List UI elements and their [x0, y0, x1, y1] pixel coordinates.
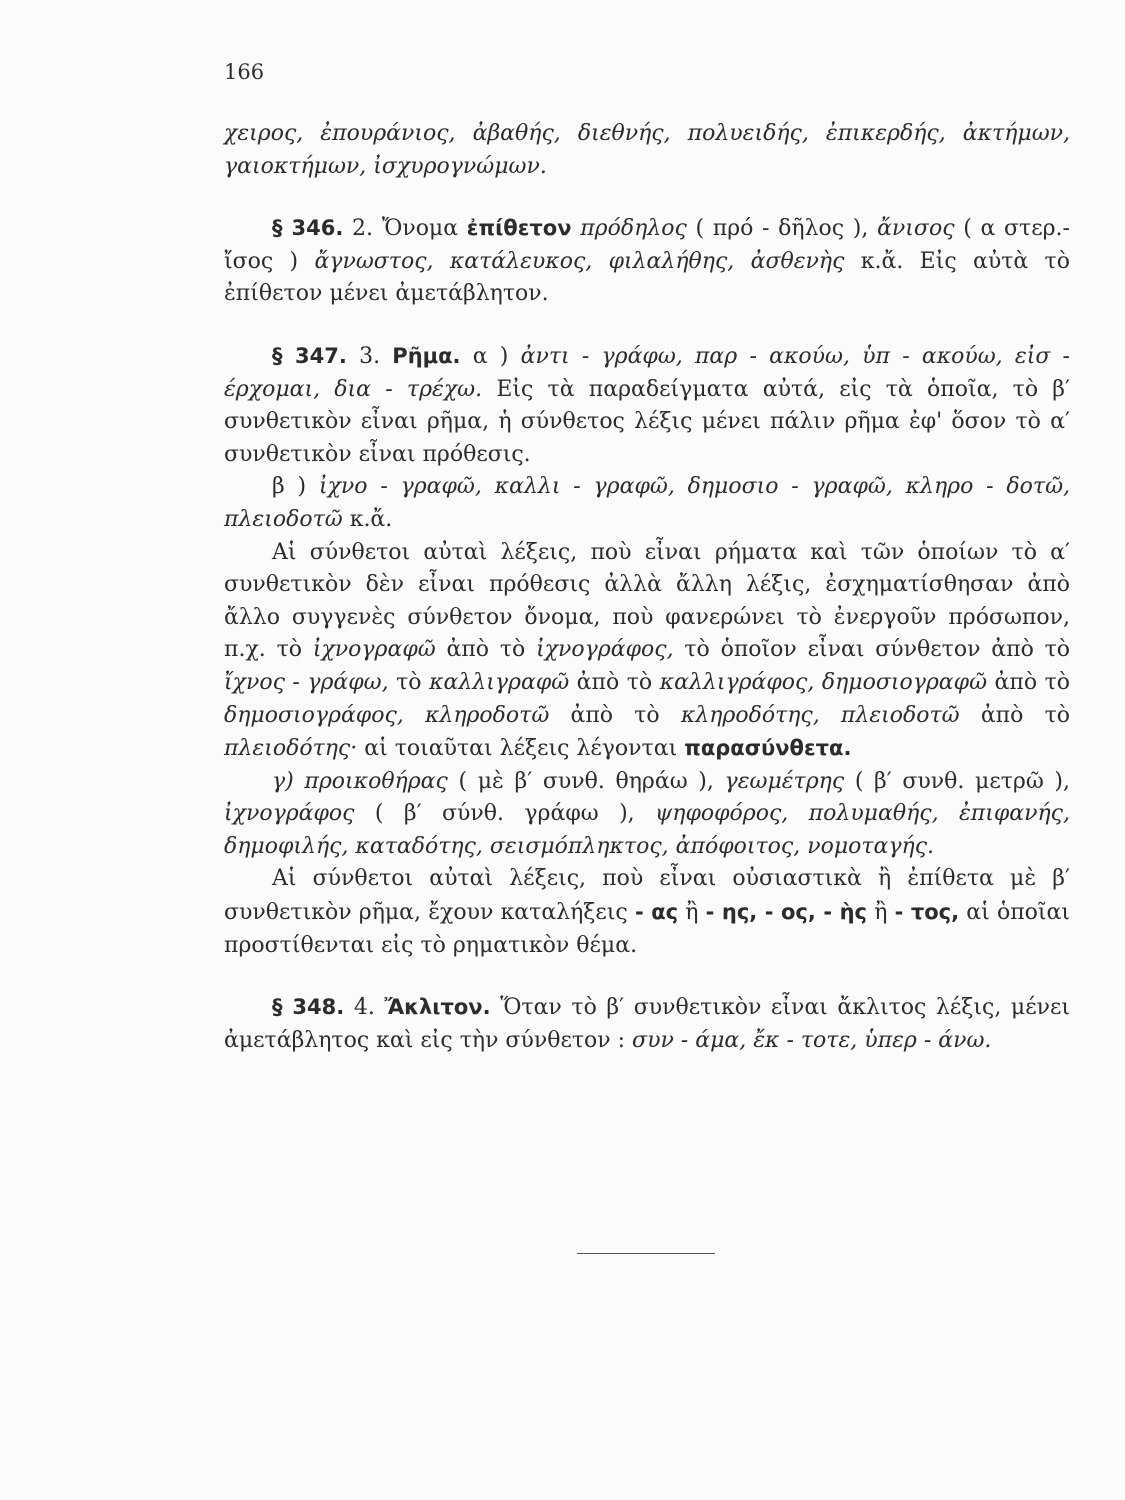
- example-word: πλειοδότης·: [224, 736, 358, 762]
- italic-text: χειρος, ἐπουράνιος, ἀβαθής, διεθνής, πολυειδής, ἐπικερδής, ἀκτήμων, γαιοκτήμων, ἰσχυρογνώμων.: [224, 121, 1070, 179]
- item-number: 4.: [353, 995, 375, 1021]
- example-words: ψηφοφόρος, πολυμαθής, ἐπιφανής, δημοφιλής, καταδότης, σεισμόπληκτος, ἀπόφοιτος, νομοταγής.: [224, 801, 1070, 859]
- body-text: ἀπὸ τὸ: [446, 637, 526, 663]
- example-words: ἀντι - γράφω, παρ - ακούω, ὑπ - ακούω, εἰσ - έρχομαι, δια - τρέχω.: [224, 343, 1070, 402]
- abbreviation: κ.ἄ.: [349, 506, 393, 532]
- paragraph-endings: [224, 863, 1070, 962]
- section-number: § 347.: [272, 343, 347, 368]
- page-number: 166: [224, 60, 265, 84]
- body-text: ἀπὸ τὸ: [994, 669, 1071, 695]
- body-text: κ.ἄ. Εἰς αὐτὰ τὸ ἐπίθετον μένει ἀμετάβλητον.: [224, 248, 1070, 307]
- item-number: 2.: [352, 216, 374, 242]
- section-348: [224, 991, 1070, 1057]
- body-text: τὸ: [396, 669, 422, 695]
- example-words: ἄγνωστος, κατάλευκος, φιλαλήθης, ἀσθενὴς: [314, 248, 845, 274]
- section-heading: Ρῆμα.: [392, 343, 461, 368]
- section-heading: Ἄκλιτον.: [384, 995, 491, 1020]
- end-rule: [577, 1253, 715, 1254]
- example-word: ἰχνογραφῶ: [312, 637, 436, 663]
- example-word: κληροδότης, πλειοδοτῶ: [680, 702, 960, 728]
- suffix-bold: - ης, - ος, - ὴς: [705, 900, 867, 925]
- body-text: Αἱ σύνθετοι αὐταὶ λέξεις, ποὺ εἶναι ρήματα καὶ τῶν ὁποίων τὸ α′ συνθετικὸν δὲν εἶναι πρόθεσις ἀλλὰ ἄλλη λέξις, ἐσχηματίσθησαν ἀπὸ ἄλλο συγγενὲς σύνθετον ὄνομα, ποὺ φανερώνει τὸ ἐνεργοῦν πρόσωπον, π.χ. τὸ: [224, 539, 1070, 663]
- paragraph-continuation: [224, 118, 1070, 183]
- example-word: καλλιγράφος, δημοσιογραφῶ: [659, 669, 988, 695]
- example-words: συν - άμα, ἔκ - τοτε, ὑπερ - άνω.: [632, 1027, 992, 1053]
- etymology: ( πρό - δῆλος ),: [695, 216, 869, 242]
- suffix-bold: - τος,: [894, 900, 960, 925]
- section-346: [224, 212, 1070, 311]
- term-bold: παρασύνθετα.: [684, 736, 852, 761]
- paragraph-beta: [224, 471, 1070, 536]
- body-text: ἀπὸ τὸ: [980, 702, 1070, 728]
- body-text: ἀπὸ τὸ: [576, 669, 653, 695]
- body-text: ἢ: [685, 900, 699, 926]
- example-word: ἄνισος: [877, 216, 955, 242]
- section-number: § 348.: [272, 995, 345, 1020]
- paragraph-gamma: [224, 766, 1070, 864]
- suffix-bold: - ας: [634, 900, 679, 925]
- body-text: Αἱ σύνθετοι αὐταὶ λέξεις, ποὺ εἶναι οὐσιαστικὰ ἢ ἐπίθετα μὲ β′ συνθετικὸν ρῆμα, ἔχουν καταλήξεις: [224, 866, 1070, 926]
- section-347: [224, 340, 1070, 471]
- section-number: § 346.: [272, 216, 344, 241]
- example-word: ἴχνος - γράφω,: [224, 669, 389, 695]
- body-text: αἱ ὁποῖαι προστίθενται εἰς τὸ ρηματικὸν θέμα.: [224, 900, 1071, 958]
- example-word: γ) προικοθήρας: [272, 768, 448, 794]
- example-word: ἰχνογράφος,: [536, 637, 674, 663]
- body-text: τὸ ὁποῖον εἶναι σύνθετον ἀπὸ τὸ: [684, 637, 1071, 663]
- body-text: Ὅταν τὸ β′ συνθετικὸν εἶναι ἄκλιτος λέξις, μένει ἀμετάβλητος καὶ εἰς τὴν σύνθετον :: [224, 995, 1071, 1053]
- page-body: [224, 118, 1070, 1057]
- example-word: ἰχνογράφος: [224, 801, 355, 827]
- etymology: ( μὲ β′ συνθ. θηράω ),: [458, 768, 714, 794]
- body-text: Εἰς τὰ παραδείγματα αὐτά, εἰς τὰ ὁποῖα, τὸ β′ συνθετικὸν εἶναι ρῆμα, ἡ σύνθετος λέξις μένει πάλιν ρῆμα ἐφ' ὅσον τὸ α′ συνθετικὸν εἶναι πρόθεσις.: [224, 376, 1071, 467]
- section-heading: ἐπίθετον: [466, 216, 572, 241]
- body-text: αἱ τοιαῦται λέξεις λέγονται: [364, 736, 678, 762]
- etymology: ( β′ σύνθ. γράφω ),: [374, 801, 635, 827]
- etymology: ( α στερ.- ἴσος ): [224, 216, 1070, 274]
- example-word: καλλιγραφῶ: [429, 669, 570, 695]
- item-number: 3.: [359, 343, 381, 369]
- etymology: ( β′ συνθ. μετρῶ ),: [854, 768, 1071, 794]
- example-word: δημοσιογράφος, κληροδοτῶ: [224, 702, 550, 728]
- list-marker: α ): [472, 343, 509, 369]
- lead-word: Ὄνομα: [381, 216, 459, 242]
- example-words: ἰχνο - γραφῶ, καλλι - γραφῶ, δημοσιο - γραφῶ, κληρο - δοτῶ, πλειοδοτῶ: [224, 474, 1071, 532]
- example-word: γεωμέτρης: [724, 768, 845, 794]
- body-text: ἢ: [874, 900, 888, 926]
- body-text: ἀπὸ τὸ: [570, 702, 660, 728]
- example-word: πρόδηλος: [580, 216, 687, 242]
- list-marker: β ): [272, 474, 307, 500]
- paragraph-parasyntheta: [224, 537, 1070, 766]
